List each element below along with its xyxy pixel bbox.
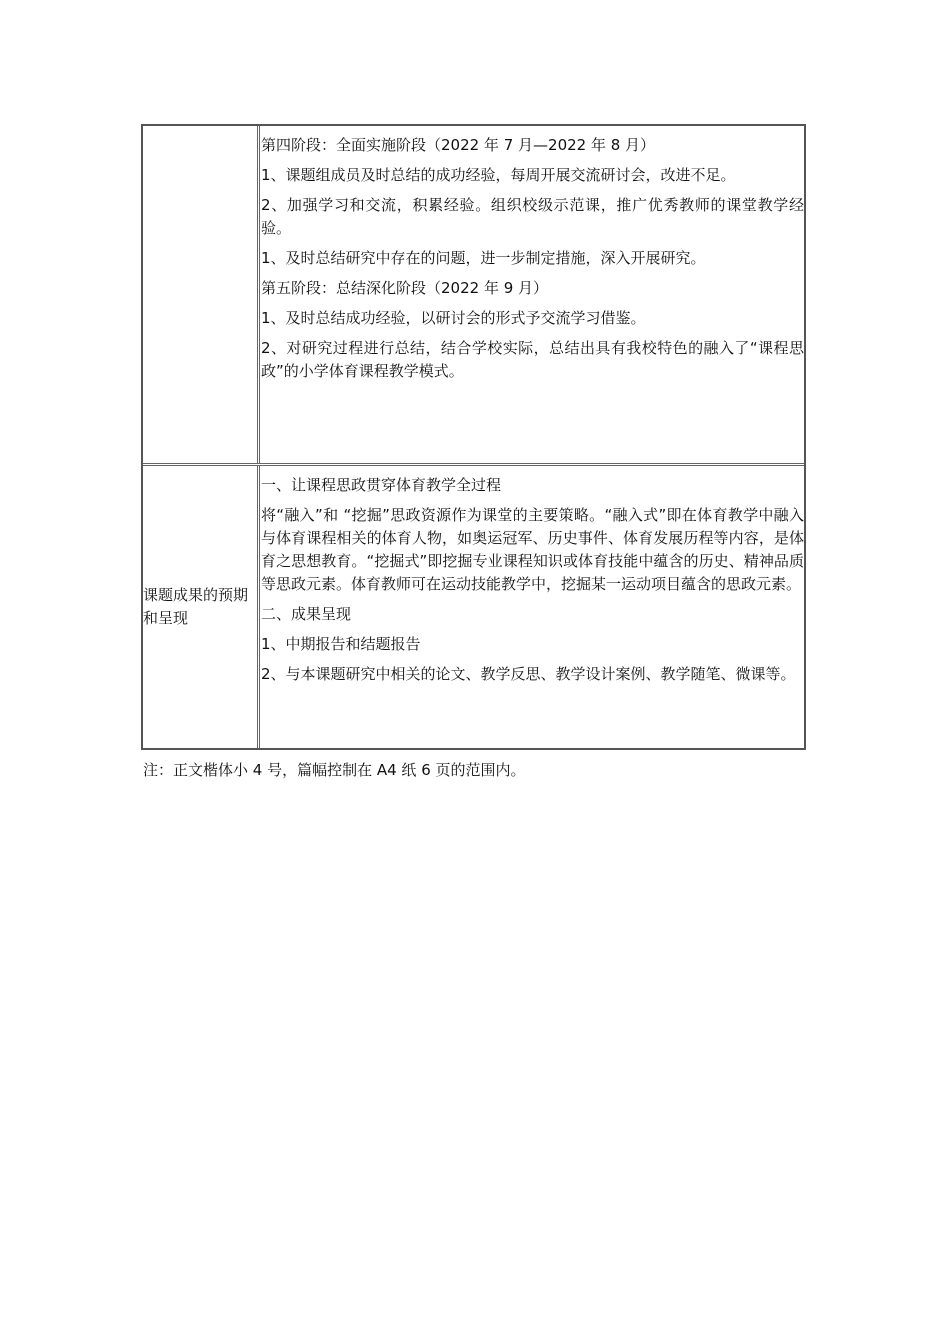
stage-four-item: 2、加强学习和交流，积累经验。组织校级示范课，推广优秀教师的课堂教学经验。 — [261, 196, 804, 237]
row-label-cell — [143, 126, 260, 463]
stage-four-heading: 第四阶段：全面实施阶段（2022 年 7 月—2022 年 8 月） — [261, 136, 656, 154]
stage-four-item: 1、及时总结研究中存在的问题，进一步制定措施，深入开展研究。 — [261, 249, 706, 267]
stage-five-heading: 第五阶段：总结深化阶段（2022 年 9 月） — [261, 279, 549, 297]
outcome-heading: 二、成果呈现 — [261, 605, 352, 623]
row-label-cell — [143, 466, 260, 748]
stage-five-item: 2、对研究过程进行总结，结合学校实际，总结出具有我校特色的融入了“课程思政”的小学体育课程教学模式。 — [261, 339, 804, 380]
form-table — [141, 124, 806, 750]
row-label: 课题成果的预期和呈现 — [143, 586, 249, 627]
outcome-item: 2、与本课题研究中相关的论文、教学反思、教学设计案例、教学随笔、微课等。 — [261, 665, 796, 683]
footnote: 注：正文楷体小 4 号，篇幅控制在 A4 纸 6 页的范围内。 — [143, 761, 526, 779]
outcome-item: 1、中期报告和结题报告 — [261, 635, 421, 653]
stage-five-item: 1、及时总结成功经验，以研讨会的形式予交流学习借鉴。 — [261, 309, 646, 327]
table-row-stages — [143, 126, 804, 463]
table-row-outcomes — [143, 463, 804, 748]
stage-four-item: 1、课题组成员及时总结的成功经验，每周开展交流研讨会，改进不足。 — [261, 166, 736, 184]
row-content-cell — [260, 466, 804, 748]
outcome-heading: 一、让课程思政贯穿体育教学全过程 — [261, 476, 502, 494]
row-content-cell — [260, 126, 804, 463]
outcome-paragraph: 将“融入”和 “挖掘”思政资源作为课堂的主要策略。“融入式”即在体育教学中融入与体育课程相关的体育人物，如奥运冠军、历史事件、体育发展历程等内容，是体育之思想教育。“挖掘式”即挖掘专业课程知识或体育技能中蕴含的历史、精神品质等思政元素。体育教师可在运动技能教学中，挖掘某一运动项目蕴含的思政元素。 — [261, 506, 804, 593]
